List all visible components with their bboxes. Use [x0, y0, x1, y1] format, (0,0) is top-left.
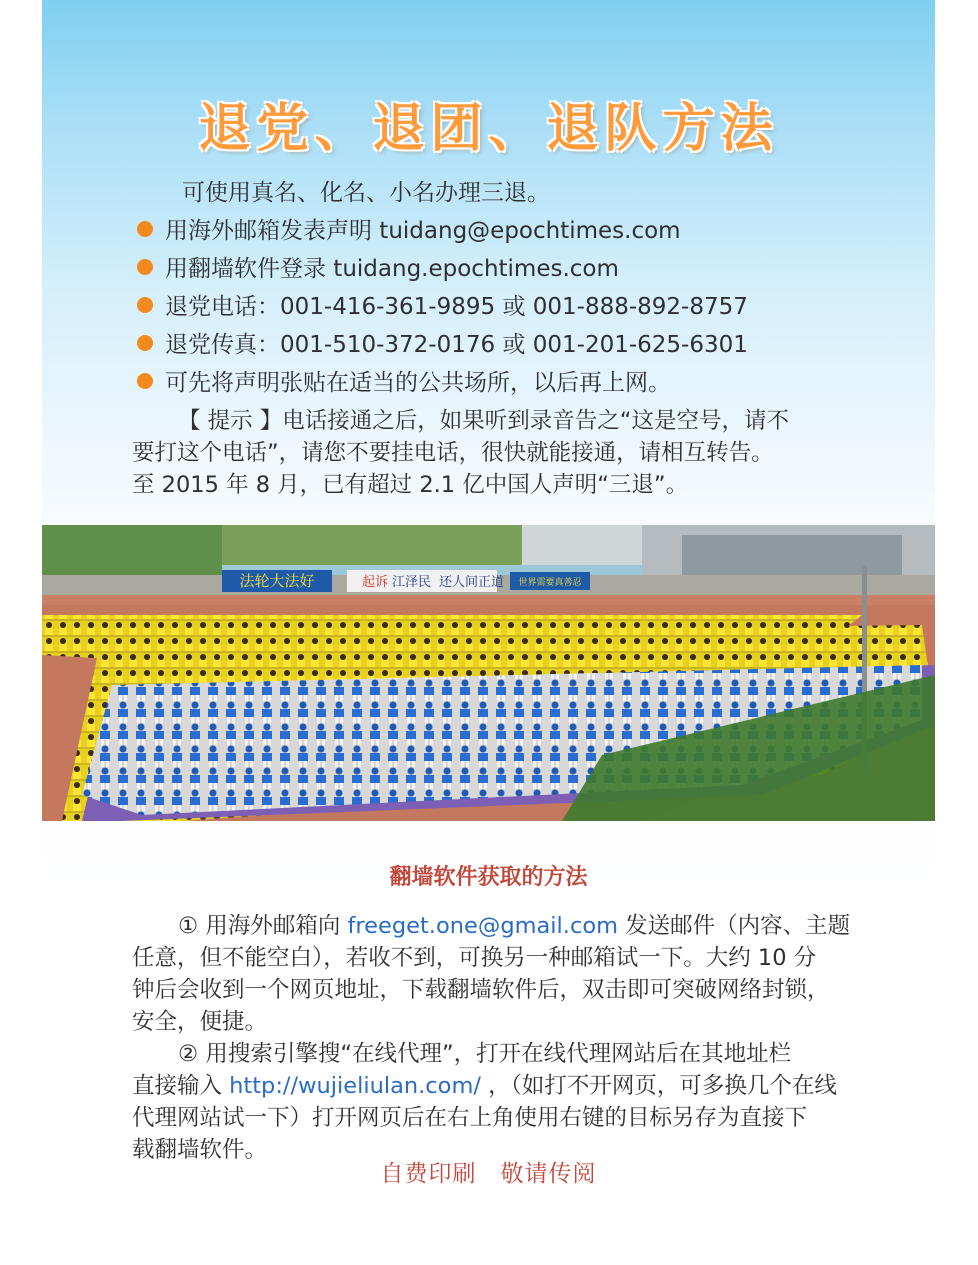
bullet-post: [137, 364, 671, 397]
method-2-paragraph: [132, 1038, 852, 1166]
bullet-dot-icon: [137, 259, 153, 275]
method-2-first-line: ② 用搜索引擎搜“在线代理”，打开在线代理网站后在其地址栏: [178, 1041, 792, 1067]
leaflet-panel: [42, 0, 935, 1265]
page-title: 退党、退团、退队方法: [198, 99, 779, 159]
method-2-line: 载翻墙软件。: [132, 1137, 268, 1163]
tip-line: 至 2015 年 8 月，已有超过 2.1 亿中国人声明“三退”。: [132, 472, 689, 498]
bullet-fax: [137, 326, 748, 359]
bullet-dot-icon: [137, 335, 153, 351]
photo-illustration: [42, 525, 935, 821]
method-1-line: 安全，便捷。: [132, 1009, 268, 1035]
method-1-paragraph: [132, 910, 852, 1038]
bullet-website: [137, 250, 619, 283]
bullet-dot-icon: [137, 297, 153, 313]
footer-note: 自费印刷 敬请传阅: [380, 1161, 597, 1187]
banner-2-text-b: 江泽民: [392, 575, 432, 590]
intro-text: 可使用真名、化名、小名办理三退。: [182, 180, 550, 206]
tip-line: 【 提示 】电话接通之后，如果听到录音告之“这是空号，请不: [178, 408, 789, 434]
wujieliulan-url-link[interactable]: http://wujieliulan.com/: [229, 1073, 489, 1099]
bullet-phone: [137, 288, 748, 321]
freeget-email-link[interactable]: freeget.one@gmail.com: [347, 913, 619, 939]
method-1-first-line: ① 用海外邮箱向 freeget.one@gmail.com 发送邮件（内容、主题: [178, 913, 851, 939]
method-2-line: 代理网站试一下）打开网页后在右上角使用右键的目标另存为直接下: [132, 1105, 808, 1131]
group-exercise-photo: [42, 525, 935, 821]
bullet-text: 可先将声明张贴在适当的公共场所，以后再上网。: [165, 370, 671, 396]
bullet-text: 退党电话：001-416-361-9895 或 001-888-892-8757: [165, 294, 748, 320]
method-1-line: 钟后会收到一个网页地址，下载翻墙软件后，双击即可突破网络封锁，: [132, 977, 830, 1003]
bullet-text: 退党传真：001-510-372-0176 或 001-201-625-6301: [165, 332, 748, 358]
banner-1-text: 法轮大法好: [239, 572, 315, 590]
bullet-dot-icon: [137, 221, 153, 237]
tip-line: 要打这个电话”，请您不要挂电话，很快就能接通，请相互转告。: [132, 440, 774, 466]
method-1-line: 任意，但不能空白），若收不到，可换另一种邮箱试一下。大约 10 分: [132, 945, 817, 971]
bullet-text: 用翻墙软件登录 tuidang.epochtimes.com: [165, 256, 619, 282]
bullet-email: [137, 212, 681, 245]
tip-paragraph: [132, 405, 852, 501]
banner-2-text-c: 还人间正道: [439, 575, 505, 590]
method-2-url-line: 直接输入 http://wujieliulan.com/ ，（如打不开网页，可多换几个在线: [132, 1073, 837, 1099]
bullet-dot-icon: [137, 373, 153, 389]
banner-3-text: 世界需要真善忍: [518, 578, 582, 588]
bullet-text: 用海外邮箱发表声明 tuidang@epochtimes.com: [165, 218, 681, 244]
banner-2-text-a: 起诉: [362, 575, 389, 590]
section-title: 翻墙软件获取的方法: [389, 865, 588, 890]
